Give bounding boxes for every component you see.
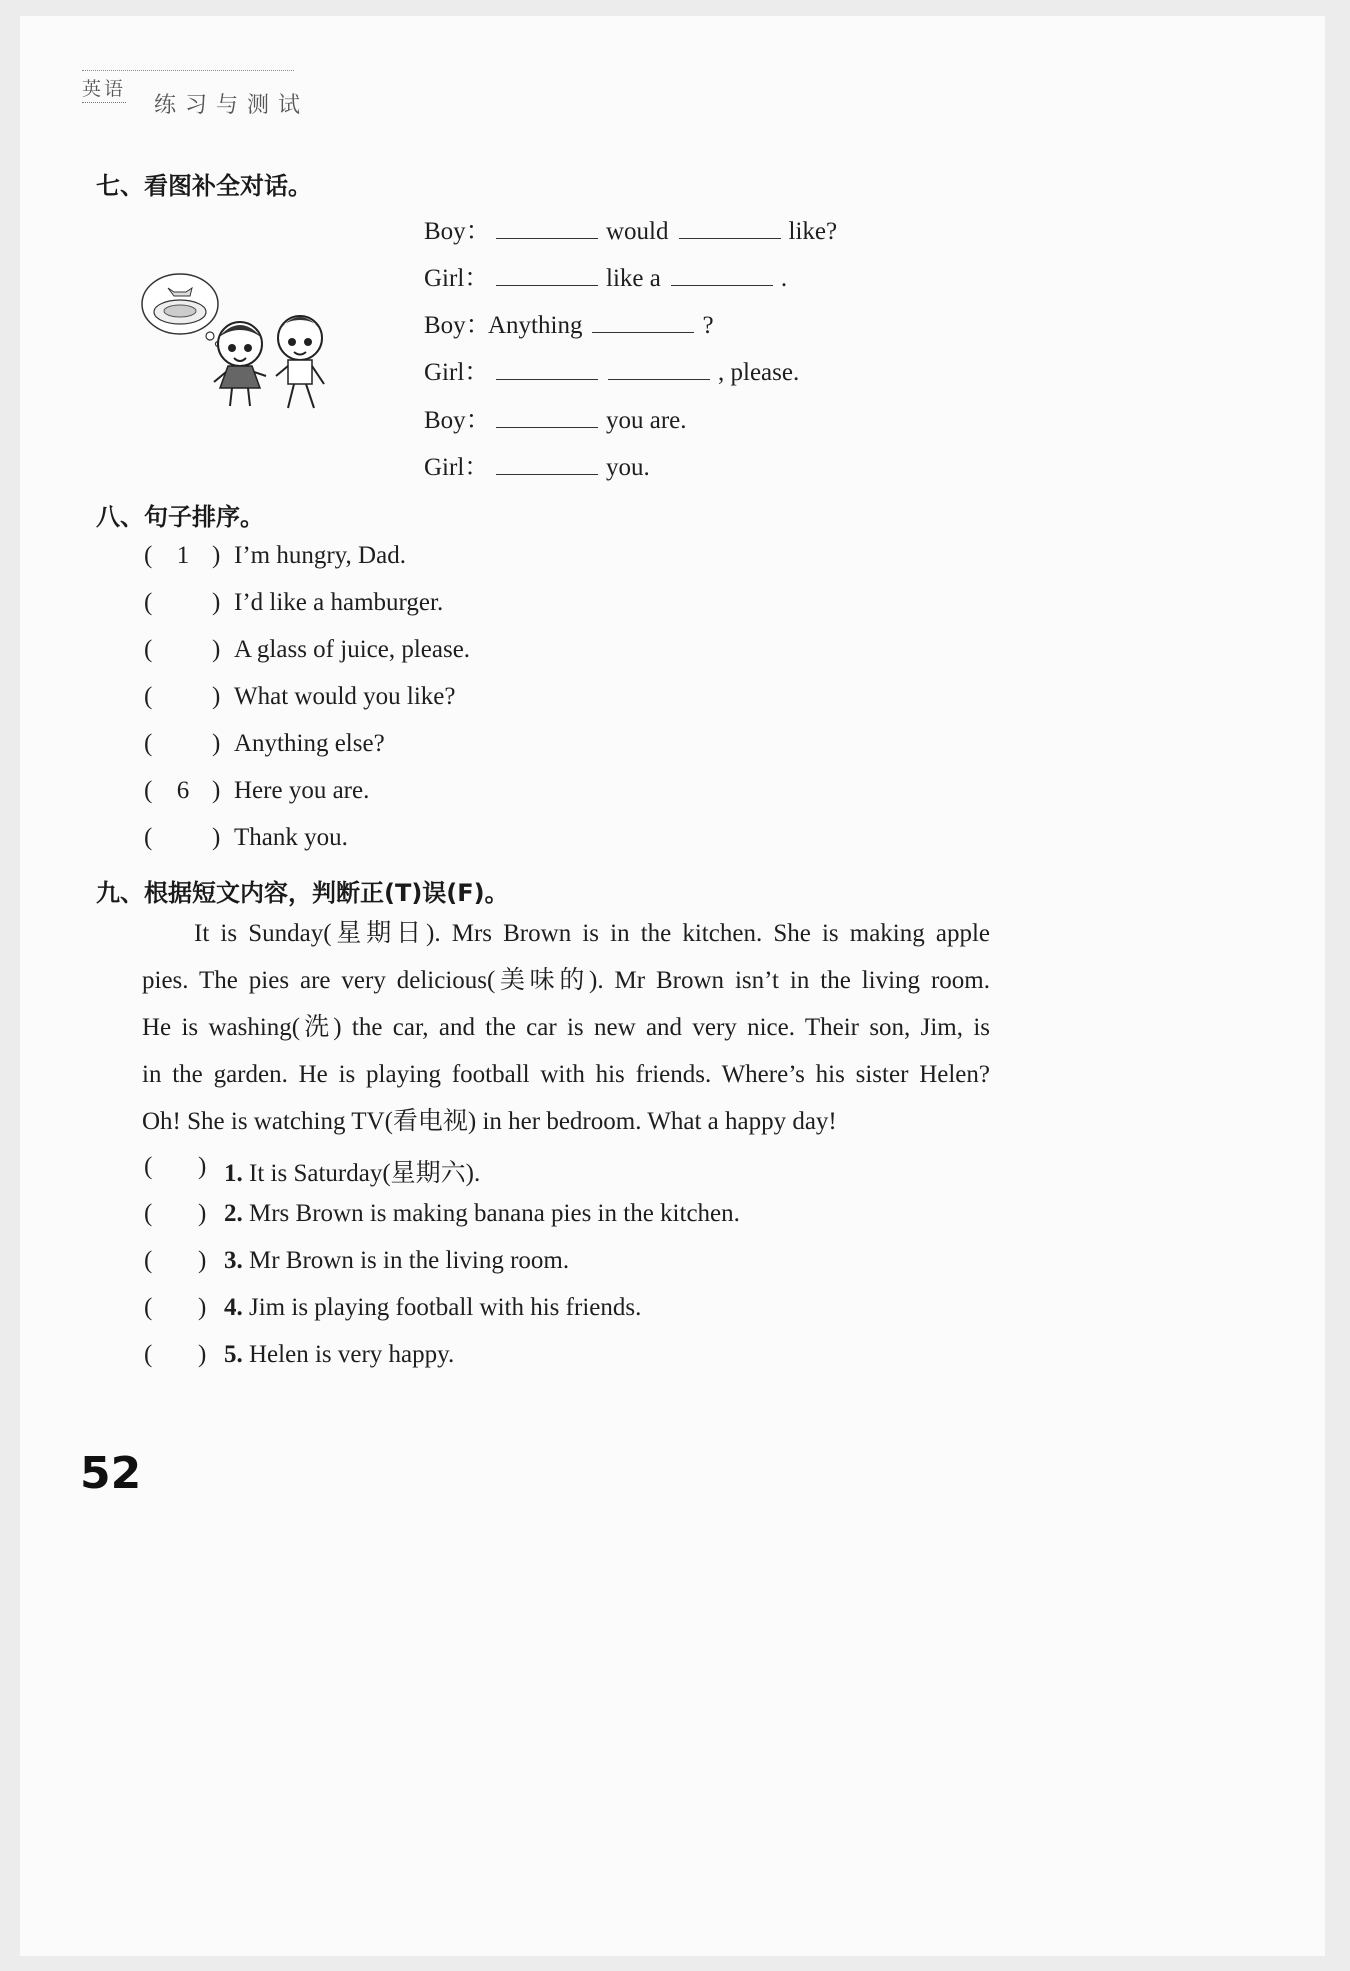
- paren-open: (: [144, 1341, 153, 1368]
- speaker-label: Girl：: [424, 359, 490, 386]
- paren-close: ): [212, 683, 221, 710]
- answer-blank[interactable]: [496, 263, 598, 286]
- dialogue-line-5: [424, 400, 687, 436]
- order-answer[interactable]: 1: [176, 542, 190, 569]
- section7-title: 七、看图补全对话。: [96, 172, 312, 200]
- dialogue-text: you are.: [606, 407, 687, 434]
- paren-close: ): [198, 1200, 207, 1227]
- boy-figure-icon: [276, 316, 324, 408]
- paren-open: (: [144, 730, 153, 757]
- question-text: Mr Brown is in the living room.: [249, 1247, 570, 1274]
- page-number: 52: [80, 1448, 142, 1499]
- speaker-label: Girl：: [424, 454, 490, 481]
- paren-open: (: [144, 683, 153, 710]
- dialogue-text: like?: [788, 218, 838, 245]
- paren-open: (: [144, 777, 153, 804]
- dialogue-text: you.: [606, 454, 650, 481]
- question-text: It is Saturday(星期六).: [249, 1160, 481, 1187]
- paren-close: ): [212, 589, 221, 616]
- paren-close: ): [212, 636, 221, 663]
- question-number: 4.: [224, 1294, 243, 1321]
- paren-open: (: [144, 1247, 153, 1274]
- sentence-text: Anything else?: [234, 730, 385, 757]
- answer-blank[interactable]: [496, 357, 598, 380]
- order-answer[interactable]: 6: [176, 777, 190, 804]
- speaker-label: Boy：: [424, 218, 491, 245]
- section9-title: 九、根据短文内容，判断正(T)误(F)。: [96, 879, 509, 907]
- dialogue-text: would: [606, 218, 669, 245]
- question-text: Jim is playing football with his friends.: [249, 1294, 642, 1321]
- passage-line: It is Sunday(星期日). Mrs Brown is in the kitchen. She is making apple: [194, 920, 990, 947]
- thought-bubble-icon: [142, 274, 221, 347]
- dialogue-text: ?: [702, 312, 714, 339]
- paren-open: (: [144, 1153, 153, 1180]
- speaker-label: Boy：: [424, 312, 491, 339]
- paren-open: (: [144, 824, 153, 851]
- answer-blank[interactable]: [592, 310, 694, 333]
- question-number: 5.: [224, 1341, 243, 1368]
- question-text: Helen is very happy.: [249, 1341, 455, 1368]
- paren-close: ): [198, 1153, 207, 1180]
- answer-blank[interactable]: [608, 357, 710, 380]
- question-number: 3.: [224, 1247, 243, 1274]
- paren-open: (: [144, 636, 153, 663]
- reading-passage: [142, 910, 990, 1145]
- dialogue-text: , please.: [718, 359, 800, 386]
- answer-blank[interactable]: [496, 405, 598, 428]
- sentence-text: A glass of juice, please.: [234, 636, 471, 663]
- paren-open: (: [144, 542, 153, 569]
- answer-blank[interactable]: [496, 452, 598, 475]
- paren-open: (: [144, 1294, 153, 1321]
- paren-close: ): [212, 824, 221, 851]
- dialogue-text: Anything: [488, 312, 583, 339]
- subject-label: 英语: [82, 74, 126, 103]
- question-number: 1.: [224, 1160, 243, 1187]
- passage-line: He is washing(洗) the car, and the car is new and very nice. Their son, Jim, is: [142, 1014, 990, 1041]
- passage-line: pies. The pies are very delicious(美味的). Mr Brown isn’t in the living room.: [142, 967, 990, 994]
- passage-line: in the garden. He is playing football with his friends. Where’s his sister Helen?: [142, 1061, 990, 1088]
- dialogue-text: like a: [606, 265, 661, 292]
- dialogue-line-2: [424, 258, 787, 294]
- paren-close: ): [198, 1294, 207, 1321]
- sentence-text: I’m hungry, Dad.: [234, 542, 406, 569]
- answer-blank[interactable]: [671, 263, 773, 286]
- dialogue-text: .: [780, 265, 788, 292]
- book-title: 练习与测试: [154, 93, 310, 118]
- paren-close: ): [198, 1341, 207, 1368]
- sentence-text: Thank you.: [234, 824, 348, 851]
- question-number: 2.: [224, 1200, 243, 1227]
- answer-blank[interactable]: [496, 216, 598, 239]
- paren-close: ): [212, 777, 221, 804]
- dialogue-line-3: [424, 305, 714, 341]
- children-food-illustration: [138, 272, 338, 417]
- passage-line: Oh! She is watching TV(看电视) in her bedroom. What a happy day!: [142, 1108, 837, 1135]
- sentence-text: Here you are.: [234, 777, 370, 804]
- section8-title: 八、句子排序。: [96, 503, 264, 531]
- sentence-text: What would you like?: [234, 683, 456, 710]
- dialogue-line-6: [424, 447, 650, 483]
- paren-open: (: [144, 589, 153, 616]
- dialogue-line-1: [424, 211, 837, 247]
- speaker-label: Boy：: [424, 407, 491, 434]
- question-text: Mrs Brown is making banana pies in the kitchen.: [249, 1200, 740, 1227]
- sentence-text: I’d like a hamburger.: [234, 589, 444, 616]
- dialogue-line-4: [424, 352, 799, 388]
- paren-close: ): [212, 730, 221, 757]
- speaker-label: Girl：: [424, 265, 490, 292]
- girl-figure-icon: [214, 322, 266, 406]
- paren-close: ): [212, 542, 221, 569]
- paren-open: (: [144, 1200, 153, 1227]
- paren-close: ): [198, 1247, 207, 1274]
- answer-blank[interactable]: [679, 216, 781, 239]
